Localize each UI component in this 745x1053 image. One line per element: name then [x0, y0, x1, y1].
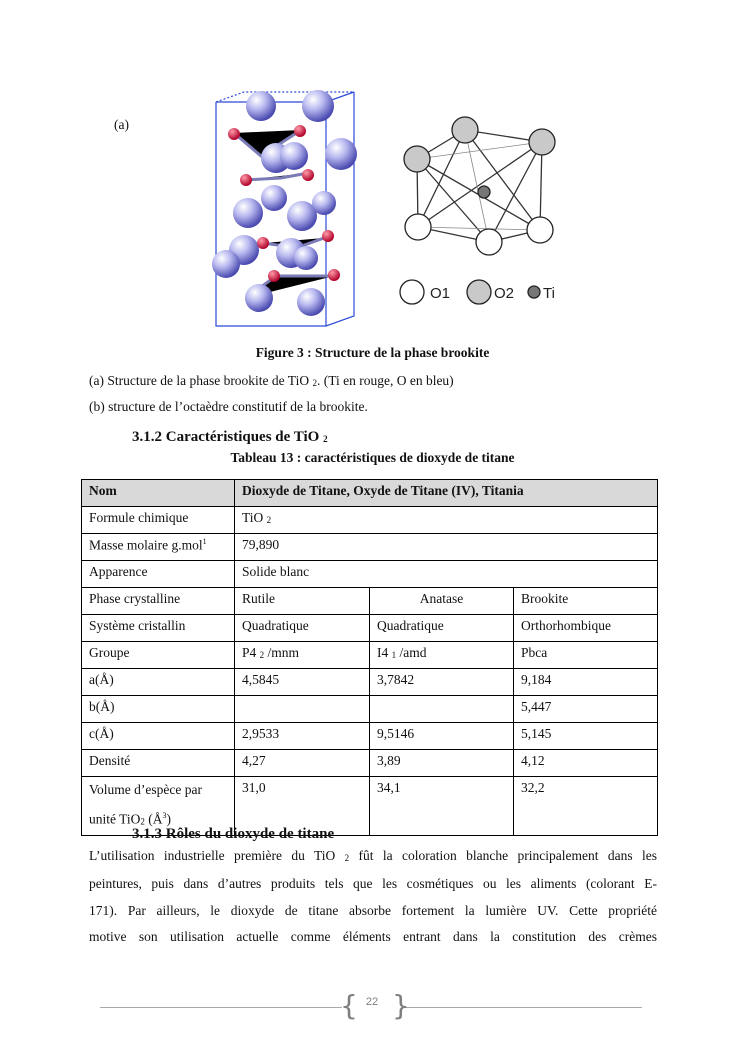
table-cell: 34,1 — [370, 777, 514, 836]
table-cell: Quadratique — [370, 615, 514, 642]
table-cell: 2,9533 — [235, 723, 370, 750]
footer-rule-right — [402, 1007, 642, 1008]
table-cell: Masse molaire g.mol$^1$ — [82, 534, 235, 561]
table-cell — [235, 696, 370, 723]
legend-ti-marker — [528, 286, 540, 298]
table-cell: Groupe — [82, 642, 235, 669]
section-heading-3-1-2: 3.1.2 Caractéristiques de TiO $_2$ — [132, 429, 328, 445]
table-cell: Dioxyde de Titane, Oxyde de Titane (IV), Titania — [235, 480, 658, 507]
table-cell: I4 $_1$ /amd — [370, 642, 514, 669]
table-cell: TiO $_2$ — [235, 507, 658, 534]
table-cell: 5,447 — [514, 696, 658, 723]
table-cell: b(Å) — [82, 696, 235, 723]
footer-bracket-right: } — [392, 989, 410, 1022]
table-cell: Densité — [82, 750, 235, 777]
table-cell: P4 $_2$ /mnm — [235, 642, 370, 669]
table-cell: 4,12 — [514, 750, 658, 777]
section-paragraph — [89, 843, 657, 950]
table-cell: 5,145 — [514, 723, 658, 750]
legend-o2-marker — [467, 280, 491, 304]
table-row — [82, 696, 658, 723]
table-row — [82, 480, 658, 507]
table-cell: Volume d’espèce par unité TiO$_2$ $(Å^3)$ — [82, 777, 235, 836]
table-cell — [370, 696, 514, 723]
table-cell: 3,89 — [370, 750, 514, 777]
table-row — [82, 561, 658, 588]
table-cell: Nom — [82, 480, 235, 507]
table-cell: Orthorhombique — [514, 615, 658, 642]
table-row — [82, 723, 658, 750]
table-cell: 31,0 — [235, 777, 370, 836]
footer-bracket-left: { — [340, 989, 358, 1022]
table-row — [82, 615, 658, 642]
brookite-crystal-structure-image — [206, 88, 366, 333]
figure-panel-label: (a) — [114, 117, 129, 132]
table-cell: Solide blanc — [235, 561, 658, 588]
page-number: 22 — [365, 996, 379, 1008]
paragraph-line: 171). Par ailleurs, le dioxyde de titane absorbe fortement la lumière UV. Cette propriété — [89, 902, 657, 918]
table-row — [82, 642, 658, 669]
figure-caption: Figure 3 : Structure de la phase brookite — [255, 345, 490, 360]
table-cell: 9,184 — [514, 669, 658, 696]
table-cell: Quadratique — [235, 615, 370, 642]
brookite-octahedron-image — [392, 112, 572, 312]
characteristics-table — [81, 479, 658, 836]
figure-description-b: (b) structure de l’octaèdre constitutif de la brookite. — [89, 399, 368, 414]
table-row — [82, 588, 658, 615]
table-row — [82, 507, 658, 534]
paragraph-line: peintures, puis dans d’autres produits tels que les cosmétiques ou les aliments (colorant E- — [89, 876, 657, 892]
legend-o1-label: O1 — [430, 285, 451, 302]
table-cell: Apparence — [82, 561, 235, 588]
table-cell: Rutile — [235, 588, 370, 615]
table-cell: Formule chimique — [82, 507, 235, 534]
table-row — [82, 669, 658, 696]
table-cell: Pbca — [514, 642, 658, 669]
table-cell: 4,27 — [235, 750, 370, 777]
table-caption: Tableau 13 : caractéristiques de dioxyde de titane — [230, 450, 515, 465]
table-cell: Brookite — [514, 588, 658, 615]
paragraph-line: motive son utilisation actuelle comme éléments entrant dans la constitution des crèmes — [89, 928, 657, 944]
footer-rule-left — [100, 1007, 342, 1008]
figure-description-a: (a) Structure de la phase brookite de TiO $_2$. (Ti en rouge, O en bleu) — [89, 373, 454, 388]
table-cell: 4,5845 — [235, 669, 370, 696]
table-row — [82, 750, 658, 777]
section-heading-3-1-3: 3.1.3 Rôles du dioxyde de titane — [132, 826, 335, 842]
table-cell: Système cristallin — [82, 615, 235, 642]
table-cell: 79,890 — [235, 534, 658, 561]
table-cell: 32,2 — [514, 777, 658, 836]
table-cell: Phase crystalline — [82, 588, 235, 615]
legend-ti-label: Ti — [543, 285, 555, 302]
table-cell: c(Å) — [82, 723, 235, 750]
table-cell: 3,7842 — [370, 669, 514, 696]
legend-o2-label: O2 — [494, 285, 515, 302]
legend-o1-marker — [400, 280, 424, 304]
table-cell: Anatase — [370, 588, 514, 615]
table-cell: a(Å) — [82, 669, 235, 696]
table-row — [82, 534, 658, 561]
table-cell: 9,5146 — [370, 723, 514, 750]
paragraph-line: L’utilisation industrielle première du TiO $_2$ fût la coloration blanche principalement dans les — [89, 848, 658, 863]
